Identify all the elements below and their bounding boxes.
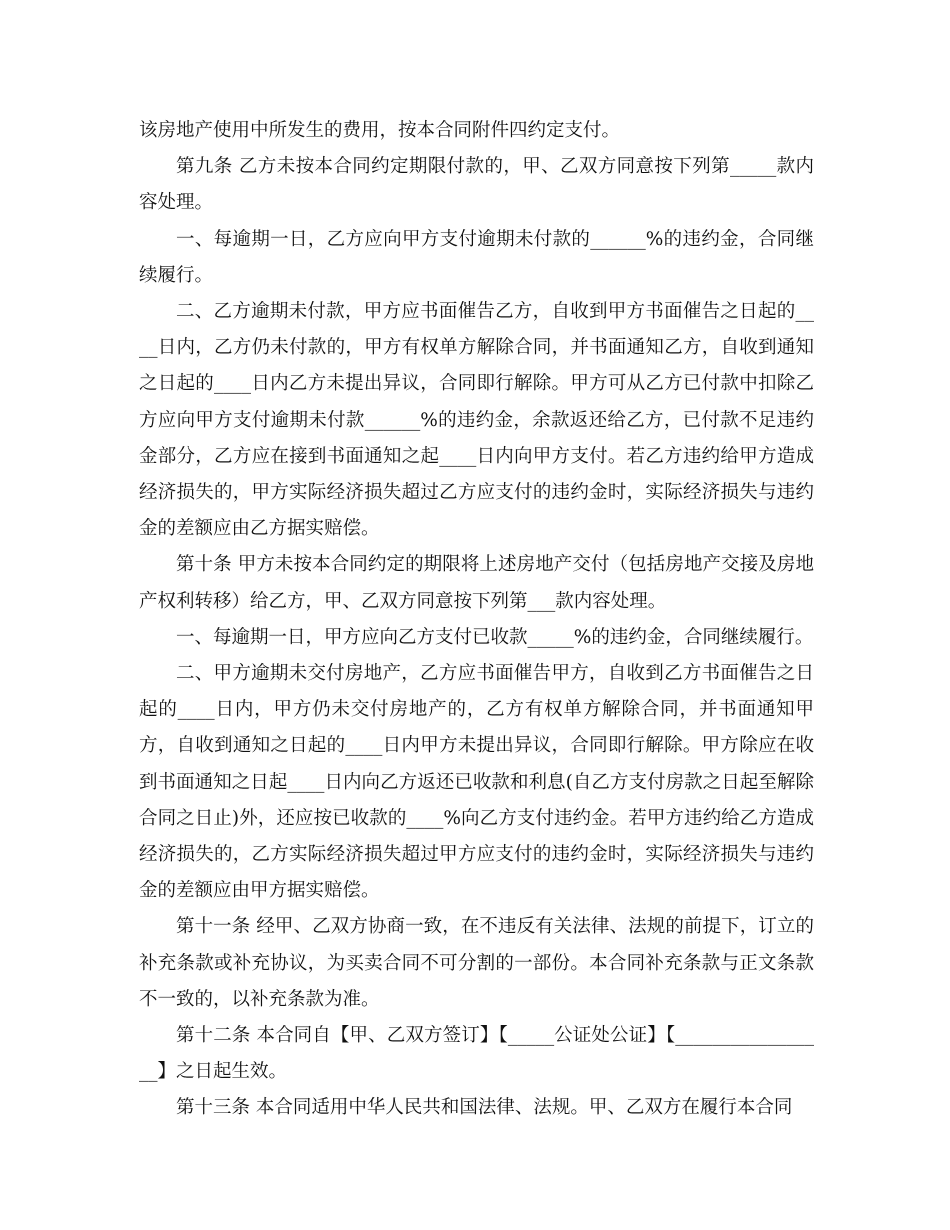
paragraph-article-10-item-1: 一、每逾期一日，甲方应向乙方支付已收款_____%的违约金，合同继续履行。 [176, 626, 814, 648]
paragraph-article-10-item-2: 二、甲方逾期未交付房地产，乙方应书面催告甲方，自收到乙方书面催告之日起的____日内，甲方仍未交付房地产的，乙方有权单方解除合同，并书面通知甲方，自收到通知之日起的____日内甲方未提出异议，合同即行解除。甲方除应在收到书面通知之日起____日内向乙方返还已收款和利息(自乙方支付房款之日起至解除合同之日止)外，还应按已收款的____%向乙方支付违约金。若甲方违约给乙方造成经济损失的，乙方实际经济损失超过甲方应支付的违约金时，实际经济损失与违约金的差额应由甲方据实赔偿。 [139, 663, 814, 902]
paragraph-article-10: 第十条 甲方未按本合同约定的期限将上述房地产交付（包括房地产交接及房地产权利转移）给乙方，甲、乙双方同意按下列第___款内容处理。 [139, 554, 814, 612]
paragraph-continued: 该房地产使用中所发生的费用，按本合同附件四约定支付。 [139, 120, 621, 141]
paragraph-article-13: 第十三条 本合同适用中华人民共和国法律、法规。甲、乙双方在履行本合同 [176, 1097, 793, 1119]
paragraph-article-9: 第九条 乙方未按本合同约定期限付款的，甲、乙双方同意按下列第_____款内容处理。 [139, 156, 814, 214]
paragraph-article-9-item-2: 二、乙方逾期未付款，甲方应书面催告乙方，自收到甲方书面催告之日起的____日内，乙方仍未付款的，甲方有权单方解除合同，并书面通知乙方，自收到通知之日起的____日内乙方未提出异议，合同即行解除。甲方可从乙方已付款中扣除乙方应向甲方支付逾期未付款______%的违约金，余款返还给乙方，已付款不足违约金部分，乙方应在接到书面通知之起____日内向甲方支付。若乙方违约给甲方造成经济损失的，甲方实际经济损失超过乙方应支付的违约金时，实际经济损失与违约金的差额应由乙方据实赔偿。 [139, 301, 814, 540]
paragraph-article-9-item-1: 一、每逾期一日，乙方应向甲方支付逾期未付款的______%的违约金，合同继续履行。 [139, 228, 814, 286]
paragraph-article-12: 第十二条 本合同自【甲、乙双方签订】【_____公证处公证】【_________________】之日起生效。 [139, 1025, 814, 1083]
document-body [139, 113, 814, 1127]
paragraph-article-11: 第十一条 经甲、乙双方协商一致，在不违反有关法律、法规的前提下，订立的补充条款或补充协议，为买卖合同不可分割的一部份。本合同补充条款与正文条款不一致的，以补充条款为准。 [139, 916, 814, 1010]
